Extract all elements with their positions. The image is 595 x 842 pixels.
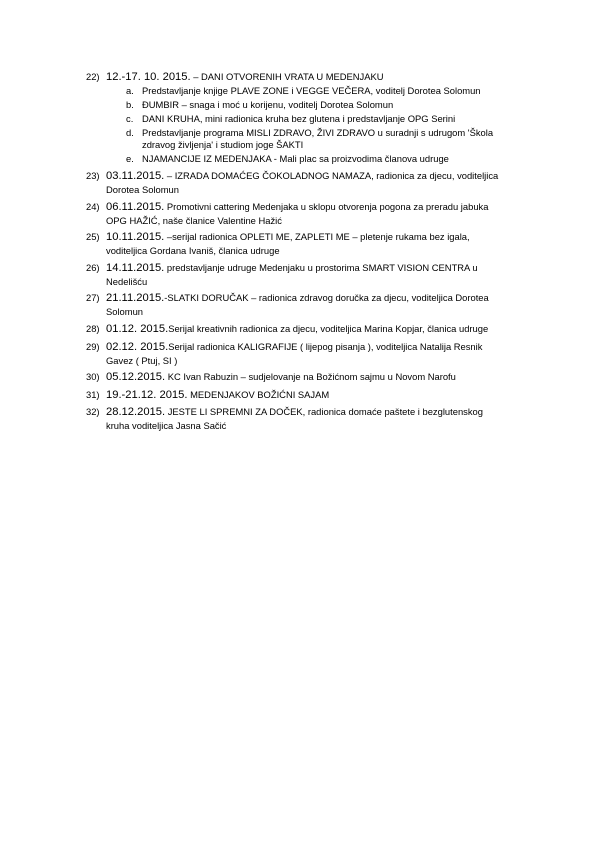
item-date: 14.11.2015.	[106, 261, 165, 274]
sub-item-letter: e.	[126, 153, 134, 165]
item-text: MEDENJAKOV BOŽIĆNI SAJAM	[187, 388, 330, 400]
item-number: 29)	[86, 340, 100, 352]
sub-item-text: Predstavljanje knjige PLAVE ZONE i VEGGE VEČERA, voditelj Dorotea Solomun	[142, 85, 481, 96]
list-item	[86, 388, 506, 402]
item-date: 28.12.2015.	[106, 406, 166, 419]
sub-item-text: NJAMANCIJE IZ MEDENJAKA - Mali plac sa proizvodima članova udruge	[142, 153, 449, 165]
sub-item-letter: b.	[126, 98, 134, 110]
item-number: 31)	[86, 388, 100, 400]
list-item	[86, 70, 506, 165]
list-item	[86, 322, 506, 336]
item-number: 26)	[86, 261, 100, 273]
event-list	[86, 70, 506, 436]
sub-list	[106, 85, 506, 165]
item-number: 23)	[86, 170, 100, 182]
item-date: 01.12. 2015.	[106, 323, 169, 335]
sub-item-text: DANI KRUHA, mini radionica kruha bez glutena i predstavljanje OPG Serini	[142, 112, 456, 124]
item-date: 03.11.2015.	[106, 170, 165, 183]
item-text: JESTE LI SPREMNI ZA DOČEK, radionica domaće paštete i bezglutenskog kruha voditeljica Jasna Sačić	[106, 406, 483, 432]
item-date: 05.12.2015.	[106, 371, 166, 384]
item-date: 21.11.2015.	[106, 292, 165, 305]
sub-item-text: ĐUMBIR – snaga i moć u korijenu, voditelj Dorotea Solomun	[142, 98, 394, 110]
sub-item-letter: c.	[126, 112, 134, 124]
sub-item	[106, 113, 506, 125]
item-text: – IZRADA DOMAĆEG ČOKOLADNOG NAMAZA, radionica za djecu, voditeljica Dorotea Solomun	[106, 170, 499, 196]
list-item	[86, 261, 506, 288]
list-item	[86, 370, 506, 384]
sub-item	[106, 127, 506, 152]
item-text: – DANI OTVORENIH VRATA U MEDENJAKU	[190, 71, 384, 82]
list-item	[86, 230, 506, 257]
item-date: 19.-21.12. 2015.	[106, 388, 188, 401]
sub-item	[106, 99, 506, 111]
sub-item	[106, 153, 506, 165]
sub-item-text: Predstavljanje programa MISLI ZDRAVO, ŽIVI ZDRAVO u suradnji s udrugom 'Škola zdravog življenja' i studiom joge ŠAKTI	[142, 126, 494, 151]
list-item	[86, 405, 506, 432]
list-item	[86, 291, 506, 318]
item-date: 06.11.2015.	[106, 200, 165, 213]
list-item	[86, 340, 506, 367]
item-date: 02.12. 2015.	[106, 340, 169, 353]
item-number: 25)	[86, 231, 100, 243]
item-text: –serijal radionica OPLETI ME, ZAPLETI ME – pletenje rukama bez igala, voditeljica Gordana Ivaniš, članica udruge	[106, 231, 470, 257]
item-number: 22)	[86, 71, 100, 82]
item-text: Promotivni cattering Medenjaka u sklopu otvorenja pogona za preradu jabuka OPG HAŽIĆ, naše članice Valentine Hažić	[106, 200, 489, 226]
item-text: -SLATKI DORUČAK – radionica zdravog doručka za djecu, voditeljica Dorotea Solomun	[106, 292, 489, 318]
item-date: 12.-17. 10. 2015.	[106, 71, 191, 83]
item-text: KC Ivan Rabuzin – sudjelovanje na Božićnom sajmu u Novom Narofu	[165, 371, 456, 383]
list-item	[86, 200, 506, 227]
sub-item	[106, 85, 506, 97]
item-number: 30)	[86, 371, 100, 383]
sub-item-letter: d.	[126, 126, 134, 138]
item-date: 10.11.2015.	[106, 231, 165, 244]
item-number: 32)	[86, 406, 100, 418]
item-text: predstavljanje udruge Medenjaku u prostorima SMART VISION CENTRA u Nedelišću	[106, 261, 478, 287]
list-item	[86, 169, 506, 196]
sub-item-letter: a.	[126, 85, 134, 96]
item-text: Serijal kreativnih radionica za djecu, voditeljica Marina Kopjar, članica udruge	[168, 323, 489, 334]
item-number: 24)	[86, 200, 100, 212]
item-text: Serijal radionica KALIGRAFIJE ( lijepog pisanja ), voditeljica Natalija Resnik Gavez ( Ptuj, SI )	[106, 340, 483, 366]
item-number: 27)	[86, 292, 100, 304]
item-number: 28)	[86, 323, 100, 334]
